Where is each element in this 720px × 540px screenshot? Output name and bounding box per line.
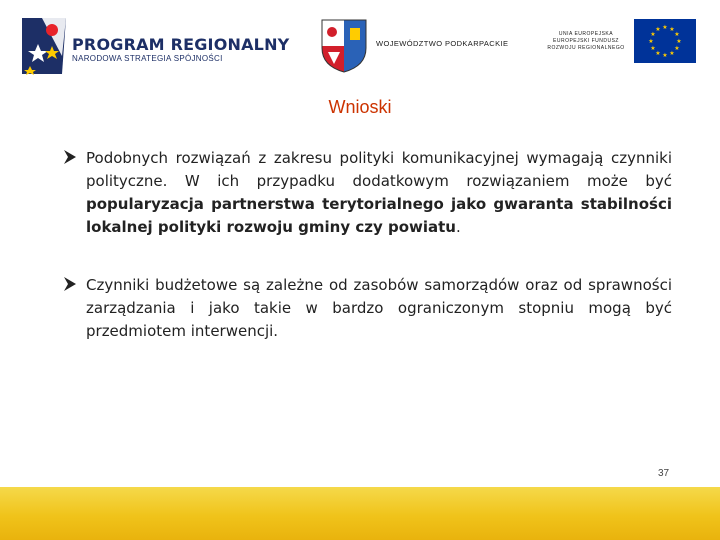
bullet-text-end: . (455, 218, 461, 236)
eu-text-line1: UNIA EUROPEJSKA (558, 31, 614, 37)
program-title: PROGRAM REGIONALNY (72, 35, 290, 54)
slide-header (0, 0, 720, 90)
svg-text:★: ★ (650, 31, 656, 38)
eu-text-line3: ROZWOJU REGIONALNEGO (547, 45, 625, 51)
svg-text:★: ★ (648, 38, 654, 45)
bullet-item (62, 274, 672, 343)
bullet-text: Czynniki budżetowe są zależne od zasobów samorządów oraz od sprawności zarządzania i jako takie w bardzo ograniczonym stopniu mogą być przedmiotem interwencji. (86, 276, 672, 340)
footer-strip (0, 487, 720, 540)
svg-text:★: ★ (669, 50, 675, 57)
podkarpackie-coat-of-arms-icon (320, 18, 368, 74)
eu-fund-label (540, 31, 632, 52)
svg-text:★: ★ (655, 26, 661, 33)
eu-text-line2: EUROPEJSKI FUNDUSZ (553, 38, 619, 44)
slide-title: Wnioski (328, 97, 392, 117)
svg-text:★: ★ (676, 38, 682, 45)
svg-text:★: ★ (674, 31, 680, 38)
voivodeship-label: WOJEWÓDZTWO PODKARPACKIE (376, 39, 509, 48)
svg-text:★: ★ (674, 45, 680, 52)
bullet-list (62, 147, 672, 378)
program-subtitle: NARODOWA STRATEGIA SPÓJNOŚCI (72, 54, 223, 63)
svg-text:★: ★ (655, 50, 661, 57)
bullet-item (62, 147, 672, 239)
page-number: 37 (658, 468, 670, 479)
bullet-text-bold: popularyzacja partnerstwa terytorialnego jako gwaranta stabilności lokalnej polityki rozwoju gminy czy powiatu (86, 195, 672, 236)
svg-text:★: ★ (650, 45, 656, 52)
svg-text:★: ★ (662, 52, 668, 59)
eu-flag-icon (634, 19, 696, 63)
bullet-text-part: Podobnych rozwiązań z zakresu polityki komunikacyjnej wymagają czynniki polityczne. W ich przypadku dodatkowym rozwiązaniem może być (86, 149, 672, 190)
arrow-bullet-icon (62, 275, 78, 293)
arrow-bullet-icon (62, 148, 78, 166)
svg-text:★: ★ (669, 26, 675, 33)
svg-text:★: ★ (662, 24, 668, 31)
bullet-text (86, 147, 672, 239)
